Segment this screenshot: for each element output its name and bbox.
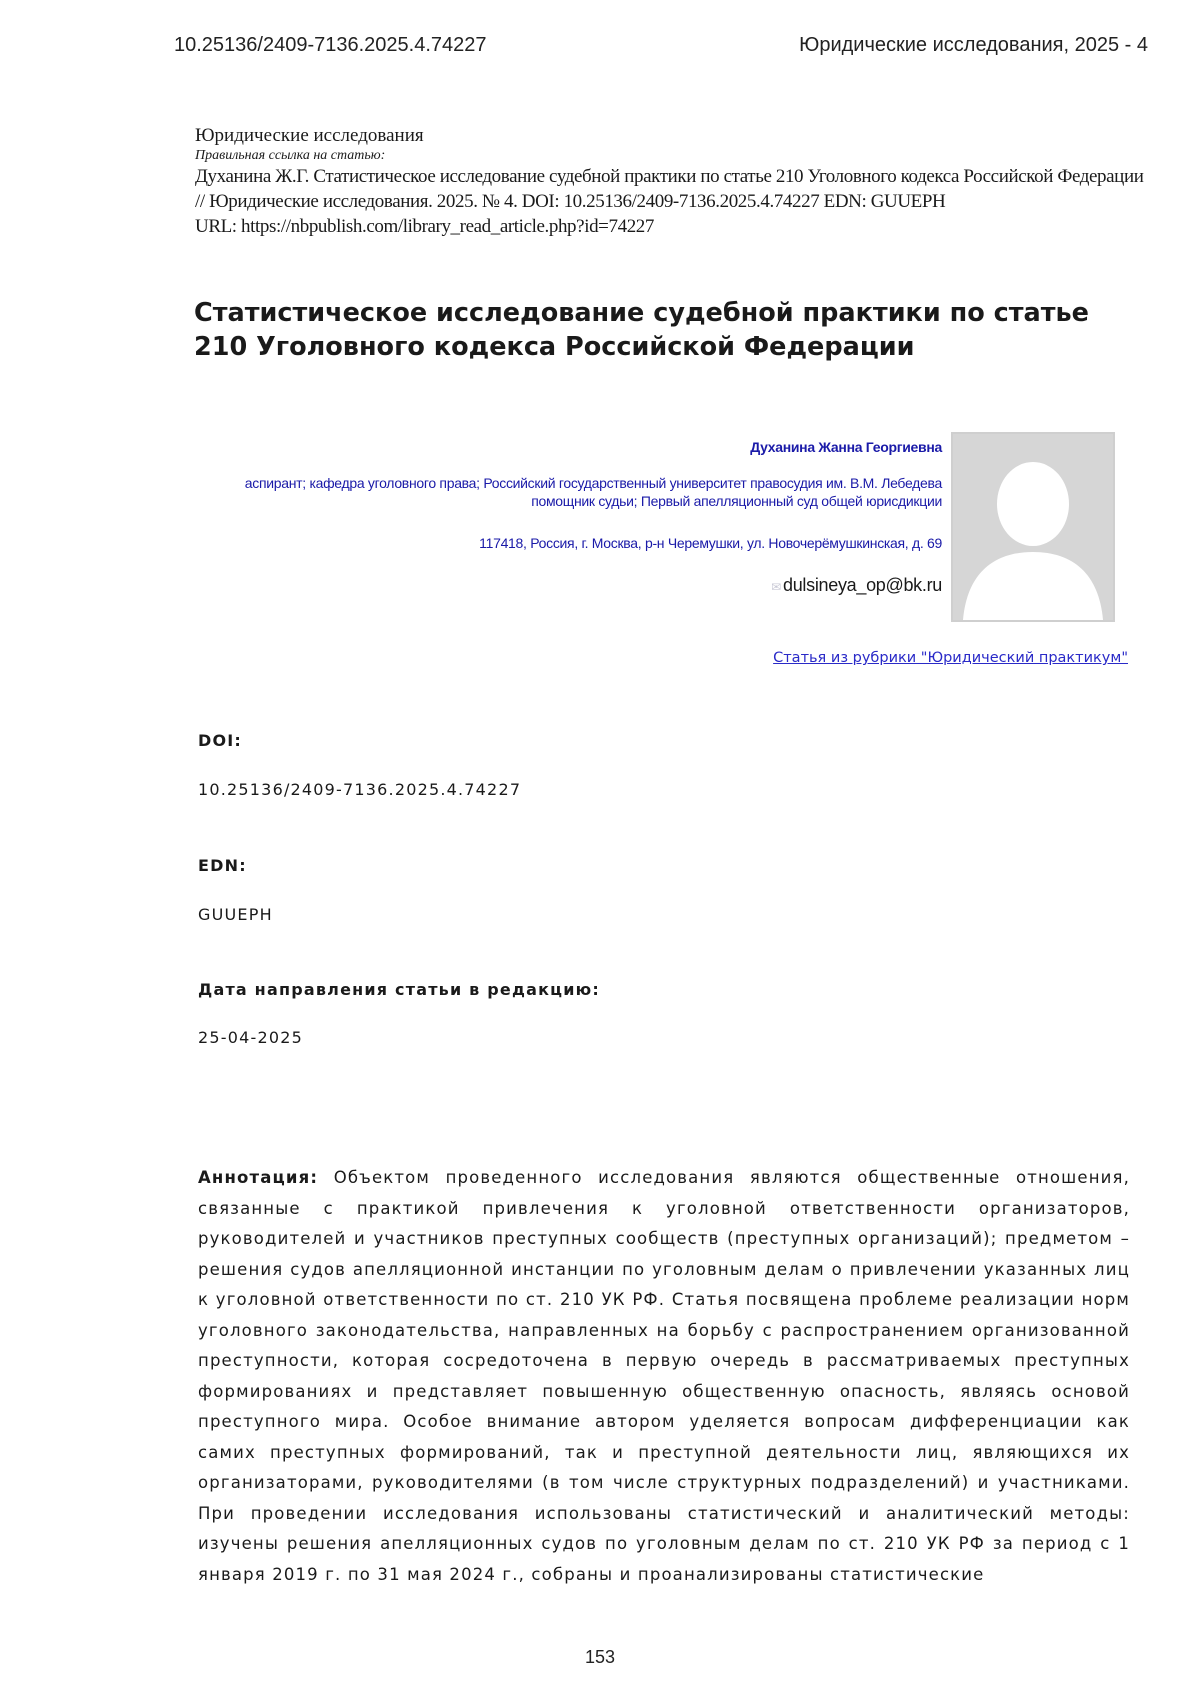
abstract-label: Аннотация: [198, 1168, 319, 1187]
abstract-text: Объектом проведенного исследования являются общественные отношения, связанные с практикой привлечения к уголовной ответственности организаторов, руководителей и участников преступных сообществ (преступных организаций); предметом – решения судов апелляционной инстанции по уголовным делам о привлечении указанных лиц к уголовной ответственности по ст. 210 УК РФ. Статья посвящена проблеме реализации норм уголовного законодательства, направленных на борьбу с распространением организованной преступности, которая сосредоточена в первую очередь в рассматриваемых преступных формированиях и представляет повышенную общественную опасность, являясь основой преступного мира. Особое внимание автором уделяется вопросам дифференциации как самих преступных формирований, так и преступной деятельности лиц, являющихся их организаторами, руководителями (в том числе структурных подразделений) и участниками. При проведении исследования использованы статистический и аналитический методы: изучены решения апелляционных судов по уголовным делам по ст. 210 УК РФ за период с 1 января 2019 г. по 31 мая 2024 г., собраны и проанализированы статистические [198, 1168, 1130, 1584]
citation-reference: Духанина Ж.Г. Статистическое исследование судебной практики по статье 210 Уголовного кодекса Российской Федерации // Юридические исследования. 2025. № 4. DOI: 10.25136/2409-7136.2025.4.74227 EDN: GUUEPH [195, 166, 1144, 212]
article-title: Статистическое исследование судебной практики по статье 210 Уголовного кодекса Российской Федерации [194, 298, 1089, 362]
edn-value: GUUEPH [198, 905, 273, 924]
author-email-row [182, 574, 942, 598]
author-photo-placeholder [951, 432, 1115, 622]
header-journal-issue: Юридические исследования, 2025 - 4 [799, 34, 1148, 56]
citation-block [195, 125, 1155, 239]
citation-url[interactable]: URL: https://nbpublish.com/library_read_article.php?id=74227 [195, 216, 654, 237]
abstract [198, 1163, 1130, 1590]
author-block [182, 438, 942, 598]
submission-date-label: Дата направления статьи в редакцию: [198, 980, 600, 999]
citation-journal: Юридические исследования [195, 125, 424, 146]
page-number: 153 [584, 1647, 616, 1667]
edn-label: EDN: [198, 856, 247, 875]
author-affiliation-2: помощник судьи; Первый апелляционный суд общей юрисдикции [531, 493, 942, 509]
doi-label: DOI: [198, 731, 243, 750]
citation-label: Правильная ссылка на статью: [195, 148, 386, 163]
doi-value: 10.25136/2409-7136.2025.4.74227 [198, 780, 522, 799]
envelope-icon: ✉ [771, 580, 782, 594]
rubric-link[interactable]: Статья из рубрики "Юридический практикум" [773, 650, 1128, 666]
header-doi: 10.25136/2409-7136.2025.4.74227 [174, 34, 487, 56]
author-email[interactable]: dulsineya_op@bk.ru [783, 575, 942, 595]
author-affiliation-1: аспирант; кафедра уголовного права; Российский государственный университет правосудия им. В.М. Лебедева [244, 475, 942, 491]
author-address: 117418, Россия, г. Москва, р-н Черемушки, ул. Новочерёмушкинская, д. 69 [479, 535, 942, 551]
submission-date-value: 25-04-2025 [198, 1028, 303, 1047]
author-name: Духанина Жанна Георгиевна [750, 439, 942, 455]
person-silhouette-icon [953, 434, 1113, 620]
